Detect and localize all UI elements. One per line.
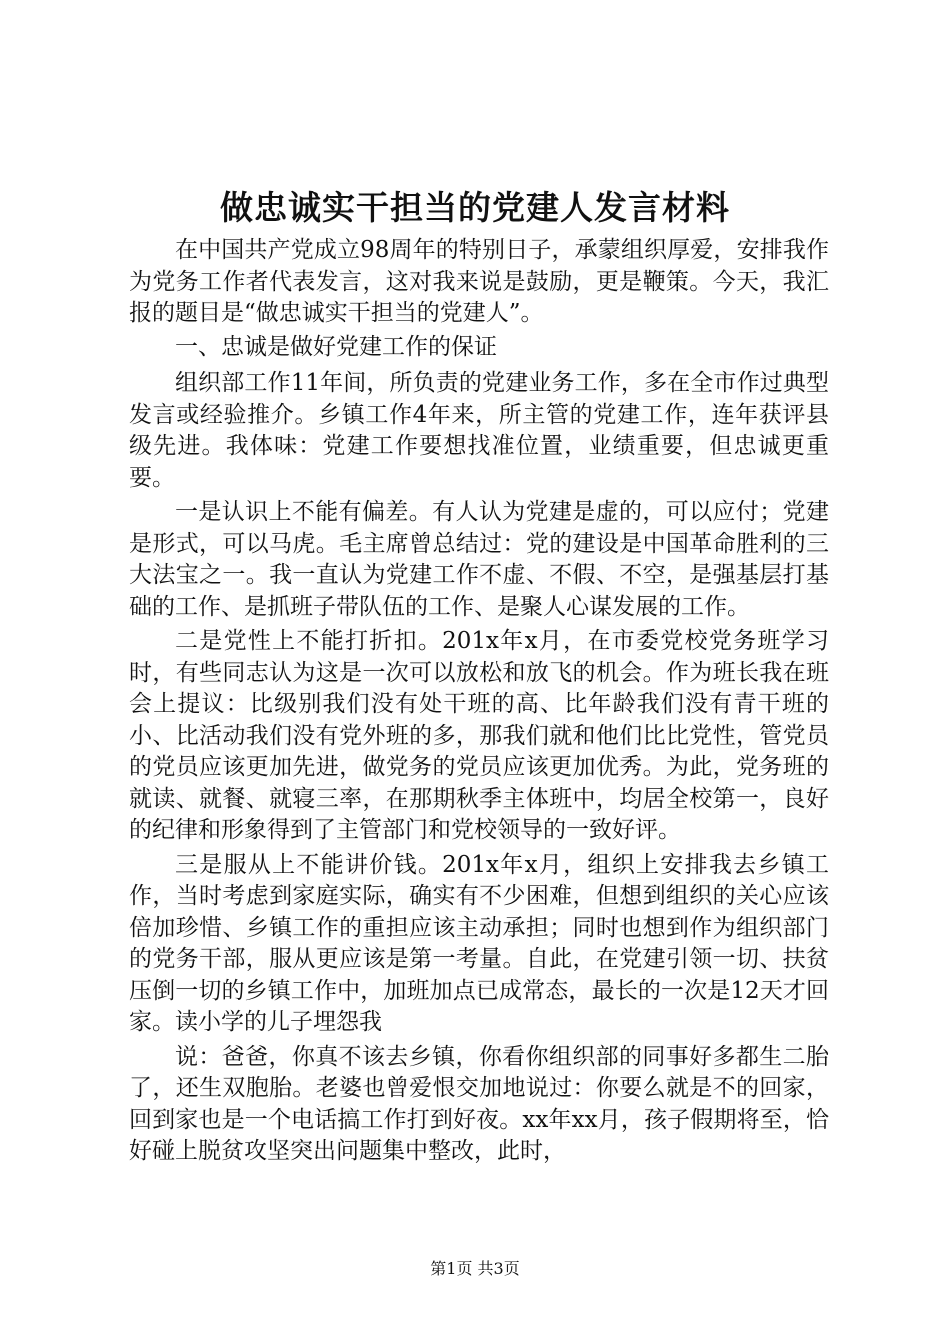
- paragraph-point-three: 三是服从上不能讲价钱。201x年x月，组织上安排我去乡镇工作，当时考虑到家庭实际，确实有不少困难，但想到组织的关心应该倍加珍惜、乡镇工作的重担应该主动承担；同时也想到作为组织部门的党务干部，服从更应该是第一考量。自此，在党建引领一切、扶贫压倒一切的乡镇工作中，加班加点已成常态，最长的一次是12天才回家。读小学的儿子埋怨我: [129, 851, 829, 1035]
- paragraph-point-one: 一是认识上不能有偏差。有人认为党建是虚的，可以应付；党建是形式，可以马虎。毛主席曾总结过：党的建设是中国革命胜利的三大法宝之一。我一直认为党建工作不虚、不假、不空，是强基层打基础的工作、是抓班子带队伍的工作、是聚人心谋发展的工作。: [129, 499, 829, 620]
- page-number-footer: 第1页 共3页: [430, 1259, 520, 1278]
- paragraph-point-two: 二是党性上不能打折扣。201x年x月，在市委党校党务班学习时，有些同志认为这是一次可以放松和放飞的机会。作为班长我在班会上提议：比级别我们没有处干班的高、比年龄我们没有青干班的小、比活动我们没有党外班的多，那我们就和他们比比党性，管党员的党员应该更加先进，做党务的党员应该更加优秀。为此，党务班的就读、就餐、就寝三率，在那期秋季主体班中，均居全校第一，良好的纪律和形象得到了主管部门和党校领导的一致好评。: [129, 628, 829, 843]
- document-title: 做忠诚实干担当的党建人发言材料: [220, 188, 730, 227]
- paragraph-continuation: 说：爸爸，你真不该去乡镇，你看你组织部的同事好多都生二胎了，还生双胞胎。老婆也曾爱恨交加地说过：你要么就是不的回家，回到家也是一个电话搞工作打到好夜。xx年xx月，孩子假期将至，恰好碰上脱贫攻坚突出问题集中整改，此时，: [129, 1043, 829, 1164]
- paragraph-intro: 在中国共产党成立98周年的特别日子，承蒙组织厚爱，安排我作为党务工作者代表发言，这对我来说是鼓励，更是鞭策。今天，我汇报的题目是“做忠诚实干担当的党建人”。: [129, 237, 829, 326]
- paragraph-experience: 组织部工作11年间，所负责的党建业务工作，多在全市作过典型发言或经验推介。乡镇工作4年来，所主管的党建工作，连年获评县级先进。我体味：党建工作要想找准位置，业绩重要，但忠诚更重要。: [129, 370, 829, 491]
- section-heading-loyalty: 一、忠诚是做好党建工作的保证: [175, 333, 497, 360]
- document-body: [129, 235, 829, 1168]
